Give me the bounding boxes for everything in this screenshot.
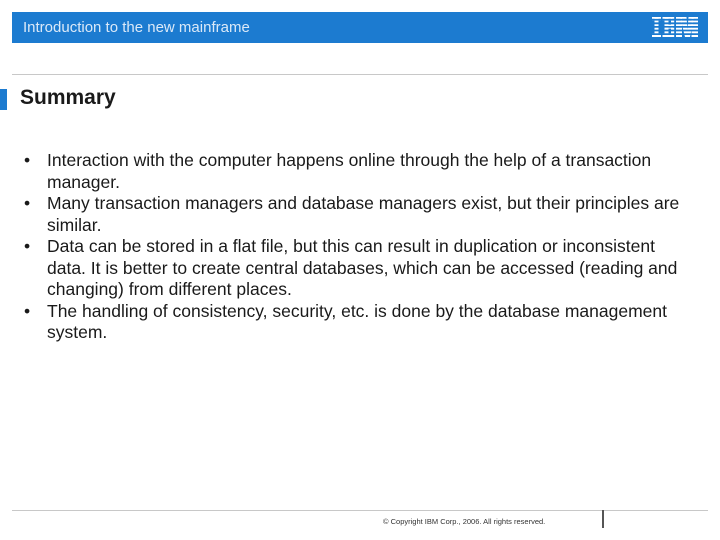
bullet-item — [24, 236, 684, 301]
bullet-text: Many transaction managers and database managers exist, but their principles are similar. — [47, 193, 680, 235]
header-divider — [12, 74, 708, 75]
copyright-notice: © Copyright IBM Corp., 2006. All rights reserved. — [383, 517, 546, 526]
bullet-icon: • — [24, 300, 31, 321]
bullet-item — [24, 150, 684, 193]
page-title: Summary — [20, 86, 116, 109]
header-bar — [12, 12, 708, 43]
bullet-item — [24, 301, 684, 344]
bullet-icon: • — [24, 193, 31, 213]
header-title: Introduction to the new mainframe — [23, 19, 250, 36]
title-accent-bar — [0, 89, 7, 110]
bullet-text: Interaction with the computer happens online through the help of a transaction manager. — [47, 150, 652, 192]
bullet-text: Data can be stored in a flat file, but this can result in duplication or inconsistent data. It is better to create central databases, which can be accessed (reading and changing) from different places. — [47, 236, 678, 299]
bullet-text: The handling of consistency, security, etc. is done by the database management system. — [47, 300, 667, 342]
ibm-logo — [652, 17, 698, 37]
bullet-list — [24, 150, 684, 344]
bullet-icon: • — [24, 236, 31, 256]
bullet-icon: • — [24, 150, 31, 170]
bullet-item — [24, 193, 684, 236]
footer-separator — [602, 510, 604, 528]
